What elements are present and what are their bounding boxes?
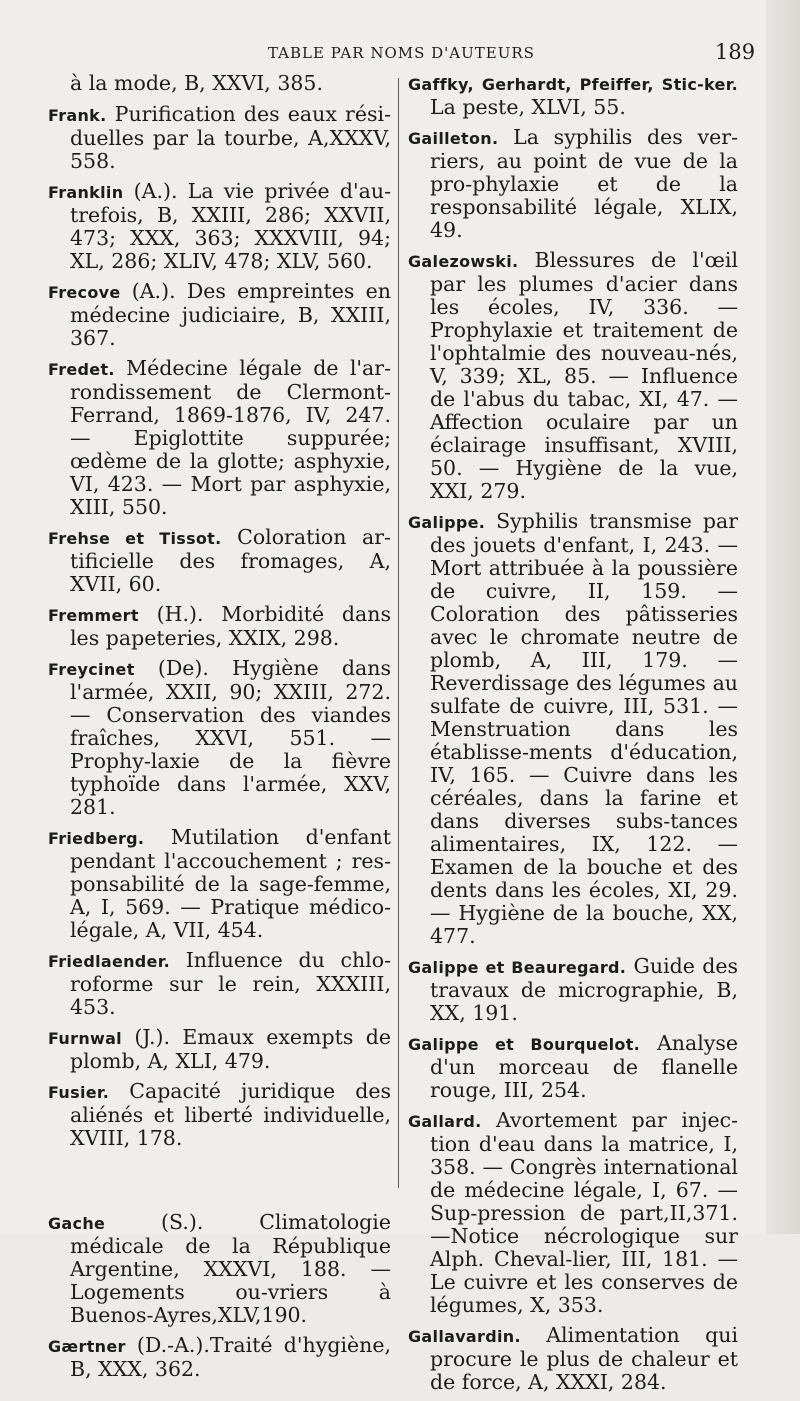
author-name: Furnwal [48,1029,122,1048]
index-entry [48,180,391,273]
entry-text: La peste, XLVI, 55. [430,95,626,119]
index-entry [48,526,391,596]
index-entry [48,1211,391,1327]
entry-text: (A.). La vie privée d'au-trefois, B, XXIII, 286; XXVII, 473; XXX, 363; XXXVIII, 94; XL, 286; XLIV, 478; XLV, 560. [70,179,391,273]
entry-text: Avortement par injec-tion d'eau dans la matrice, I, 358. — Congrès international de médecine légale, I, 67. — Sup-pression de part,II,371.—Notice nécrologique sur Alph. Cheval-lier, III, 181. — Le cuivre et les conserves de légumes, X, 353. [430,1108,738,1317]
author-name: Frecove [48,283,121,302]
entry-text: Mutilation d'enfant pendant l'accouchement ; res-ponsabilité de la sage-femme, A, I, 569. — Pratique médico-légale, A, VII, 454. [70,825,391,942]
entry-text: La syphilis des ver-riers, au point de vue de la pro-phylaxie et de la responsabilité légale, XLIX, 49. [430,125,738,242]
page-edge-shadow [766,0,800,1234]
left-column [48,72,391,1388]
index-entry [48,603,391,650]
author-name: Galippe. [408,513,486,532]
entry-text: Guide des travaux de micrographie, B, XX, 191. [430,954,738,1025]
index-entry [408,1324,738,1394]
index-entry [48,1026,391,1073]
page-header [0,40,800,70]
index-entry: à la mode, B, XXVI, 385. [70,71,323,95]
author-name: Fusier. [48,1083,110,1102]
index-entry [48,103,391,173]
index-entry [408,1032,738,1102]
entry-text: (H.). Morbidité dans les papeteries, XXIX, 298. [70,602,391,650]
index-entry [48,1080,391,1150]
author-name: Galezowski. [408,252,519,271]
author-name: Gaffky, Gerhardt, Pfeiffer, Stic-ker. [408,75,738,94]
index-entry [48,657,391,819]
author-name: Frank. [48,106,107,125]
entry-text: (D.-A.).Traité d'hygiène, B, XXX, 362. [70,1333,391,1381]
author-name: Galippe et Beauregard. [408,958,627,977]
entry-text: Purification des eaux rési-duelles par la tourbe, A,XXXV, 558. [70,102,391,173]
entry-text: Influence du chlo-roforme sur le rein, XXXIII, 453. [70,948,391,1019]
entry-text: Alimentation qui procure le plus de chaleur et de force, A, XXXI, 284. [430,1323,738,1394]
author-name: Gache [48,1214,106,1233]
author-name: Gailleton. [408,129,499,148]
index-entry [48,826,391,942]
author-name: Fredet. [48,360,115,379]
index-entry [48,357,391,519]
index-entry [408,955,738,1025]
author-name: Franklin [48,183,124,202]
index-entry [48,949,391,1019]
entry-text: Analyse d'un morceau de flanelle rouge, III, 254. [430,1031,738,1102]
author-name: Friedlaender. [48,952,171,971]
entry-text: (A.). Des empreintes en médecine judiciaire, B, XXIII, 367. [70,279,391,350]
running-title: TABLE PAR NOMS D'AUTEURS [268,44,535,62]
section-gap [48,1157,391,1211]
entry-text: Coloration ar-tificielle des fromages, A, XVII, 60. [70,525,391,596]
entry-text: Syphilis transmise par des jouets d'enfant, I, 243. — Mort attribuée à la poussière de cuivre, II, 159. — Coloration des pâtisseries avec le chromate neutre de plomb, A, III, 179. — Reverdissage des légumes au sulfate de cuivre, III, 531. — Menstruation dans les établisse-ments d'éducation, IV, 165. — Cuivre dans les céréales, dans la farine et dans diverses subs-tances alimentaires, IX, 122. — Examen de la bouche et des dents dans les écoles, XI, 29.— Hygiène de la bouche, XX, 477. [430,509,738,948]
entry-text: (S.). Climatologie médicale de la République Argentine, XXXVI, 188. — Logements ou-vriers à Buenos-Ayres,XLV,190. [70,1210,391,1327]
author-name: Gallavardin. [408,1327,521,1346]
entry-text: Capacité juridique des aliénés et liberté individuelle, XVIII, 178. [70,1079,391,1150]
right-column [408,72,738,1401]
entry-text: (De). Hygiène dans l'armée, XXII, 90; XXIII, 272. — Conservation des viandes fraîches, XXVI, 551. — Prophy-laxie de la fièvre typhoïde dans l'armée, XXV, 281. [70,656,391,819]
entry-text: Médecine légale de l'ar-rondissement de Clermont-Ferrand, 1869-1876, IV, 247. — Epiglottite suppurée; œdème de la glotte; asphyxie, VI, 423. — Mort par asphyxie, XIII, 550. [70,356,391,519]
author-name: Gallard. [408,1112,482,1131]
entry-text: Blessures de l'œil par les plumes d'acier dans les écoles, IV, 336. — Prophylaxie et traitement de l'ophtalmie des nouveau-nés, V, 339; XL, 85. — Influence de l'abus du tabac, XI, 47. — Affection oculaire par un éclairage insuffisant, XVIII, 50. — Hygiène de la vue, XXI, 279. [430,248,738,503]
page-number: 189 [715,40,756,64]
author-name: Friedberg. [48,829,145,848]
author-name: Frehse et Tissot. [48,529,222,548]
index-entry [408,1109,738,1317]
author-name: Freycinet [48,660,135,679]
author-name: Galippe et Bourquelot. [408,1035,641,1054]
author-name: Gærtner [48,1337,126,1356]
entry-text: (J.). Emaux exempts de plomb, A, XLI, 479. [70,1025,391,1073]
index-entry [408,72,738,119]
column-divider [398,78,399,1188]
index-entry [408,249,738,503]
index-entry [408,510,738,948]
index-entry [48,1334,391,1381]
index-entry [408,126,738,242]
index-entry [48,280,391,350]
author-name: Fremmert [48,606,139,625]
